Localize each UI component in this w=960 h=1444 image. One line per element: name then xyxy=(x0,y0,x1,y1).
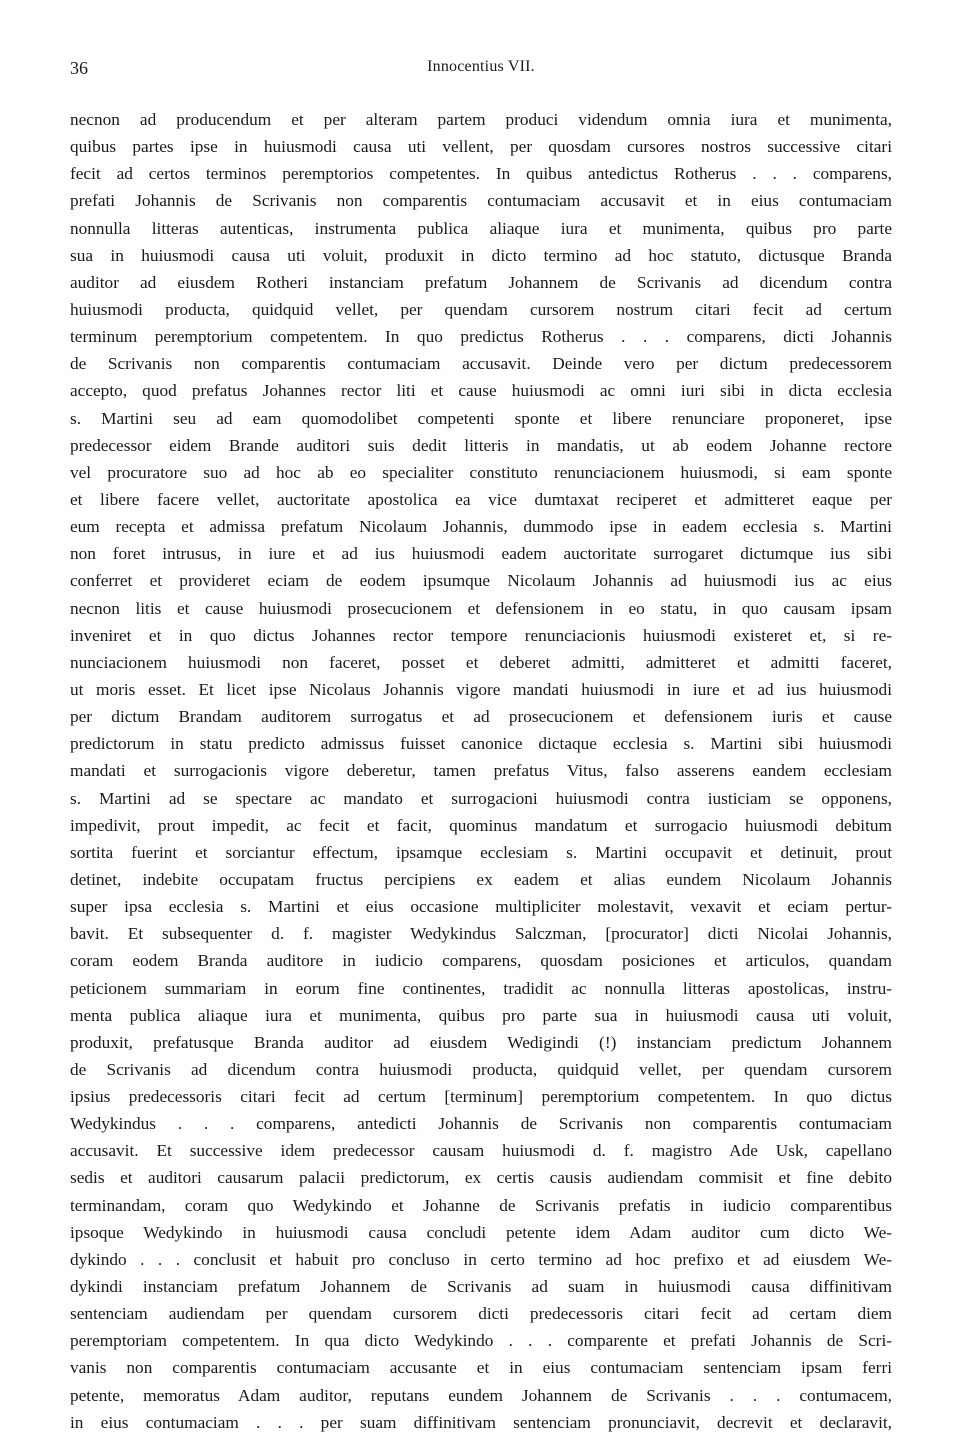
page-number: 36 xyxy=(70,58,88,78)
text-line: produxit, prefatusque Branda auditor ad eiusdem Wedigindi (!) instanciam predictum Johannem xyxy=(70,1032,892,1052)
text-line: accepto, quod prefatus Johannes rector liti et cause huiusmodi ac omni iuri sibi in dicta ecclesia xyxy=(70,381,892,401)
text-line: inveniret et in quo dictus Johannes rector tempore renunciacionis huiusmodi existeret et, si re- xyxy=(70,625,892,645)
text-line: terminandam, coram quo Wedykindo et Johanne de Scrivanis prefatis in iudicio comparentibus xyxy=(70,1195,892,1215)
text-line: peremptoriam competentem. In qua dicto Wedykindo . . . comparente et prefati Johannis de Scri- xyxy=(70,1331,892,1351)
text-line: sortita fuerint et sorciantur effectum, ipsamque ecclesiam s. Martini occupavit et detinuit, prout xyxy=(70,842,892,862)
text-line: prefati Johannis de Scrivanis non comparentis contumaciam accusavit et in eius contumaciam xyxy=(70,191,892,211)
text-line: petente, memoratus Adam auditor, reputans eundem Johannem de Scrivanis . . . contumacem, xyxy=(70,1385,892,1405)
text-line: sentenciam audiendam per quendam cursorem dicti predecessoris citari fecit ad certam diem xyxy=(70,1304,892,1324)
text-line: in eius contumaciam . . . per suam diffinitivam sentenciam pronunciavit, decrevit et declaravit, xyxy=(70,1412,892,1432)
running-head: Innocentius VII. xyxy=(427,58,535,75)
text-line: peticionem summariam in eorum fine continentes, tradidit ac nonnulla litteras apostolicas, instru- xyxy=(70,978,892,998)
text-line: necnon ad producendum et per alteram partem produci videndum omnia iura et munimenta, xyxy=(70,110,892,129)
text-line: ut moris esset. Et licet ipse Nicolaus Johannis vigore mandati huiusmodi in iure et ad ius huiusmodi xyxy=(70,679,892,699)
text-line: ipsius predecessoris citari fecit ad certum [terminum] peremptorium competentem. In quo dictus xyxy=(70,1087,892,1107)
text-line: s. Martini ad se spectare ac mandato et surrogacioni huiusmodi contra iusticiam se opponens, xyxy=(70,788,892,808)
text-line: coram eodem Branda auditore in iudicio comparens, quosdam posiciones et articulos, quandam xyxy=(70,951,892,971)
text-line: bavit. Et subsequenter d. f. magister Wedykindus Salczman, [procurator] dicti Nicolai Johannis, xyxy=(70,924,892,944)
text-line: dykindo . . . conclusit et habuit pro concluso in certo termino ad hoc prefixo et ad eiusdem We- xyxy=(70,1249,892,1269)
text-line: necnon litis et cause huiusmodi prosecucionem et defensionem in eo statu, in quo causam ipsam xyxy=(70,598,892,618)
text-line: menta publica aliaque iura et munimenta, quibus pro parte sua in huiusmodi causa uti voluit, xyxy=(70,1005,892,1025)
text-line: dykindi instanciam prefatum Johannem de Scrivanis ad suam in huiusmodi causa diffinitivam xyxy=(70,1277,892,1297)
text-line: ipsoque Wedykindo in huiusmodi causa concludi petente idem Adam auditor cum dicto We- xyxy=(70,1222,892,1242)
text-line: s. Martini seu ad eam quomodolibet competenti sponte et libere renunciare proponeret, ipse xyxy=(70,408,892,428)
text-line: conferret et provideret eciam de eodem ipsumque Nicolaum Johannis ad huiusmodi ius ac eius xyxy=(70,571,892,591)
text-line: impedivit, prout impedit, ac fecit et facit, quominus mandatum et surrogacio huiusmodi debitum xyxy=(70,815,892,835)
text-line: vanis non comparentis contumaciam accusante et in eius contumaciam sentenciam ipsam ferri xyxy=(70,1358,892,1378)
text-line: nonnulla litteras autenticas, instrumenta publica aliaque iura et munimenta, quibus pro parte xyxy=(70,218,892,238)
text-line: de Scrivanis ad dicendum contra huiusmodi producta, quidquid vellet, per quendam cursorem xyxy=(70,1059,892,1079)
text-line: de Scrivanis non comparentis contumaciam accusavit. Deinde vero per dictum predecessorem xyxy=(70,354,892,374)
text-line: sedis et auditori causarum palacii predictorum, ex certis causis audiendam commisit et fine debito xyxy=(70,1168,892,1188)
text-line: predecessor eidem Brande auditori suis dedit litteris in mandatis, ut ab eodem Johanne rectore xyxy=(70,435,892,455)
text-line: super ipsa ecclesia s. Martini et eius occasione multipliciter molestavit, vexavit et eciam pertur- xyxy=(70,897,892,917)
text-line: auditor ad eiusdem Rotheri instanciam prefatum Johannem de Scrivanis ad dicendum contra xyxy=(70,272,892,292)
text-line: quibus partes ipse in huiusmodi causa uti vellent, per quosdam cursores nostros successive citari xyxy=(70,137,892,157)
text-line: detinet, indebite occupatam fructus percipiens ex eadem et alias eundem Nicolaum Johannis xyxy=(70,869,892,889)
text-line: predictorum in statu predicto admissus fuisset canonice dictaque ecclesia s. Martini sibi huiusmodi xyxy=(70,734,892,754)
body-text xyxy=(70,106,892,1436)
text-line: fecit ad certos terminos peremptorios competentes. In quibus antedictus Rotherus . . . comparens, xyxy=(70,164,892,184)
text-line: eum recepta et admissa prefatum Nicolaum Johannis, dummodo ipse in eadem ecclesia s. Martini xyxy=(70,517,892,537)
text-line: non foret intrusus, in iure et ad ius huiusmodi eadem auctoritate surrogaret dictumque ius sibi xyxy=(70,544,892,564)
text-line: et libere facere vellet, auctoritate apostolica ea vice dumtaxat reciperet et admitteret eaque per xyxy=(70,489,892,509)
text-line: Wedykindus . . . comparens, antedicti Johannis de Scrivanis non comparentis contumaciam xyxy=(70,1114,892,1134)
text-line: vel procuratore suo ad hoc ab eo specialiter constituto renunciacionem huiusmodi, si eam sponte xyxy=(70,462,892,482)
page-header xyxy=(70,58,892,84)
text-line: nunciacionem huiusmodi non faceret, posset et deberet admitti, admitteret et admitti faceret, xyxy=(70,652,892,672)
text-line: accusavit. Et successive idem predecessor causam huiusmodi d. f. magistro Ade Usk, capellano xyxy=(70,1141,892,1161)
text-line: per dictum Brandam auditorem surrogatus et ad prosecucionem et defensionem iuris et cause xyxy=(70,707,892,727)
text-line: huiusmodi producta, quidquid vellet, per quendam cursorem nostrum citari fecit ad certum xyxy=(70,299,892,319)
text-line: mandati et surrogacionis vigore deberetur, tamen prefatus Vitus, falso asserens eandem ecclesiam xyxy=(70,761,892,781)
text-line: sua in huiusmodi causa uti voluit, produxit in dicto termino ad hoc statuto, dictusque Branda xyxy=(70,245,892,265)
text-line: terminum peremptorium competentem. In quo predictus Rotherus . . . comparens, dicti Johannis xyxy=(70,327,892,347)
